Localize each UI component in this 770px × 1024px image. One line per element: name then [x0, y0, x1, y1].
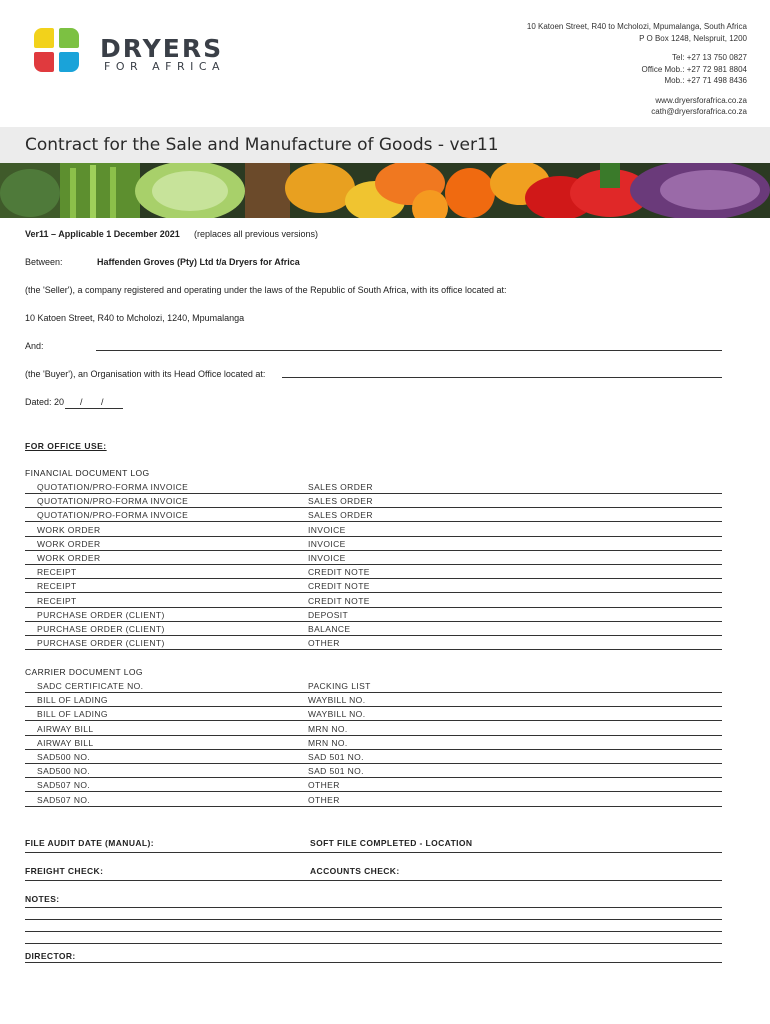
notes-line-2[interactable] — [25, 919, 722, 920]
address-line-2: P O Box 1248, Nelspruit, 1200 — [639, 33, 747, 43]
log-row-right-label: MRN NO. — [308, 737, 348, 748]
director-label: DIRECTOR: — [25, 951, 76, 961]
log-row-left-label: AIRWAY BILL — [37, 723, 94, 734]
log-row-entry-line[interactable] — [25, 493, 722, 494]
logo-square-red — [34, 52, 54, 72]
log-row-left-label: SAD507 NO. — [37, 794, 91, 805]
log-row-left-label: QUOTATION/PRO-FORMA INVOICE — [37, 510, 189, 521]
log-row-entry-line[interactable] — [25, 607, 722, 608]
office-mobile: Office Mob.: +27 72 981 8804 — [641, 64, 747, 74]
log-row-entry-line[interactable] — [25, 564, 722, 565]
log-row-right-label: INVOICE — [308, 524, 346, 535]
log-row-right-label: WAYBILL NO. — [308, 709, 366, 720]
logo-square-blue — [59, 52, 79, 72]
log-row-left-label: PURCHASE ORDER (CLIENT) — [37, 624, 165, 634]
financial-log-heading: FINANCIAL DOCUMENT LOG — [25, 468, 150, 478]
between-label: Between: — [25, 257, 63, 267]
log-row-left-label: RECEIPT — [37, 567, 77, 578]
log-row-right-label: MRN NO. — [308, 723, 348, 734]
brand-tagline: FOR AFRICA — [104, 60, 226, 73]
log-row-right-label: OTHER — [308, 794, 340, 805]
log-row-entry-line[interactable] — [25, 578, 722, 579]
notes-line-4[interactable] — [25, 943, 722, 944]
carrier-log-heading: CARRIER DOCUMENT LOG — [25, 667, 143, 677]
notes-line-1[interactable] — [25, 907, 722, 908]
address-line-1: 10 Katoen Street, R40 to Mcholozi, Mpumalanga, South Africa — [526, 22, 747, 31]
file-audit-field[interactable] — [25, 852, 722, 853]
log-row-left-label: SADC CERTIFICATE NO. — [37, 681, 144, 691]
log-row-left-label: BILL OF LADING — [37, 695, 108, 706]
log-row-right-label: SALES ORDER — [308, 510, 373, 521]
accounts-check-label: ACCOUNTS CHECK: — [310, 866, 400, 876]
seller-name: Haffenden Groves (Pty) Ltd t/a Dryers for Africa — [97, 257, 300, 267]
log-row-entry-line[interactable] — [25, 621, 722, 622]
log-row-right-label: SAD 501 NO. — [308, 766, 364, 777]
mobile: Mob.: +27 71 498 8436 — [664, 76, 747, 85]
log-row-left-label: RECEIPT — [37, 581, 77, 592]
log-row-entry-line[interactable] — [25, 791, 722, 792]
log-row-entry-line[interactable] — [25, 720, 722, 721]
email-link[interactable]: cath@dryersforafrica.co.za — [651, 107, 747, 116]
version-label: Ver11 – Applicable 1 December 2021 — [25, 229, 180, 239]
logo-square-yellow — [34, 28, 54, 48]
director-signature-field[interactable] — [25, 962, 722, 963]
checks-field[interactable] — [25, 880, 722, 881]
telephone: Tel: +27 13 750 0827 — [672, 53, 747, 62]
log-row-left-label: AIRWAY BILL — [37, 737, 94, 748]
notes-line-3[interactable] — [25, 931, 722, 932]
dated-label: Dated: 20 — [25, 397, 65, 407]
seller-address: 10 Katoen Street, R40 to Mcholozi, 1240, Mpumalanga — [25, 313, 245, 323]
log-row-right-label: INVOICE — [308, 538, 346, 549]
seller-description: (the 'Seller'), a company registered and operating under the laws of the Republic of South Africa, with its office located at: — [25, 285, 507, 295]
date-field[interactable] — [65, 408, 123, 409]
log-row-right-label: BALANCE — [308, 624, 351, 634]
file-audit-date-label: FILE AUDIT DATE (MANUAL): — [25, 838, 154, 848]
log-row-entry-line[interactable] — [25, 706, 722, 707]
version-note: (replaces all previous versions) — [194, 229, 319, 239]
log-row-right-label: SALES ORDER — [308, 496, 373, 507]
office-use-heading: FOR OFFICE USE: — [25, 441, 107, 451]
log-row-entry-line[interactable] — [25, 806, 722, 807]
brand-name: DRYERS — [100, 34, 224, 63]
log-row-right-label: CREDIT NOTE — [308, 567, 370, 578]
log-row-entry-line[interactable] — [25, 550, 722, 551]
log-row-entry-line[interactable] — [25, 735, 722, 736]
log-row-left-label: BILL OF LADING — [37, 709, 108, 720]
log-row-left-label: PURCHASE ORDER (CLIENT) — [37, 609, 165, 620]
log-row-entry-line[interactable] — [25, 521, 722, 522]
log-row-entry-line[interactable] — [25, 777, 722, 778]
log-row-right-label: SALES ORDER — [308, 482, 373, 492]
dated-separator-2: / — [101, 397, 104, 407]
dated-separator-1: / — [80, 397, 83, 407]
contact-block — [527, 21, 747, 118]
log-row-right-label: CREDIT NOTE — [308, 581, 370, 592]
log-row-right-label: INVOICE — [308, 553, 346, 563]
log-row-entry-line[interactable] — [25, 635, 722, 636]
log-row-left-label: SAD500 NO. — [37, 752, 91, 762]
log-row-right-label: DEPOSIT — [308, 609, 349, 620]
notes-label: NOTES: — [25, 894, 60, 904]
log-row-left-label: PURCHASE ORDER (CLIENT) — [37, 638, 165, 649]
log-row-left-label: WORK ORDER — [37, 538, 101, 549]
freight-check-label: FREIGHT CHECK: — [25, 866, 104, 876]
log-row-left-label: QUOTATION/PRO-FORMA INVOICE — [37, 496, 189, 507]
website-link[interactable]: www.dryersforafrica.co.za — [655, 95, 747, 105]
log-row-entry-line[interactable] — [25, 592, 722, 593]
log-row-entry-line[interactable] — [25, 763, 722, 764]
log-row-entry-line[interactable] — [25, 649, 722, 650]
log-row-right-label: SAD 501 NO. — [308, 752, 364, 762]
log-row-entry-line[interactable] — [25, 507, 722, 508]
log-row-left-label: SAD500 NO. — [37, 766, 91, 777]
buyer-name-field[interactable] — [96, 350, 722, 351]
log-row-left-label: QUOTATION/PRO-FORMA INVOICE — [37, 482, 189, 492]
log-row-entry-line[interactable] — [25, 749, 722, 750]
produce-banner-image — [0, 163, 770, 218]
logo-square-green — [59, 28, 79, 48]
log-row-left-label: WORK ORDER — [37, 553, 101, 563]
log-row-entry-line[interactable] — [25, 692, 722, 693]
log-row-right-label: PACKING LIST — [308, 681, 371, 691]
buyer-description: (the 'Buyer'), an Organisation with its Head Office located at: — [25, 369, 266, 379]
log-row-entry-line[interactable] — [25, 536, 722, 537]
and-label: And: — [25, 341, 44, 351]
buyer-address-field[interactable] — [282, 377, 722, 378]
document-title: Contract for the Sale and Manufacture of Goods - ver11 — [25, 135, 499, 155]
log-row-left-label: RECEIPT — [37, 595, 77, 606]
log-row-right-label: CREDIT NOTE — [308, 595, 370, 606]
log-row-right-label: WAYBILL NO. — [308, 695, 366, 706]
soft-file-completed-label: SOFT FILE COMPLETED - LOCATION — [310, 838, 473, 848]
log-row-left-label: WORK ORDER — [37, 524, 101, 535]
log-row-right-label: OTHER — [308, 780, 340, 791]
log-row-left-label: SAD507 NO. — [37, 780, 91, 791]
log-row-right-label: OTHER — [308, 638, 340, 649]
